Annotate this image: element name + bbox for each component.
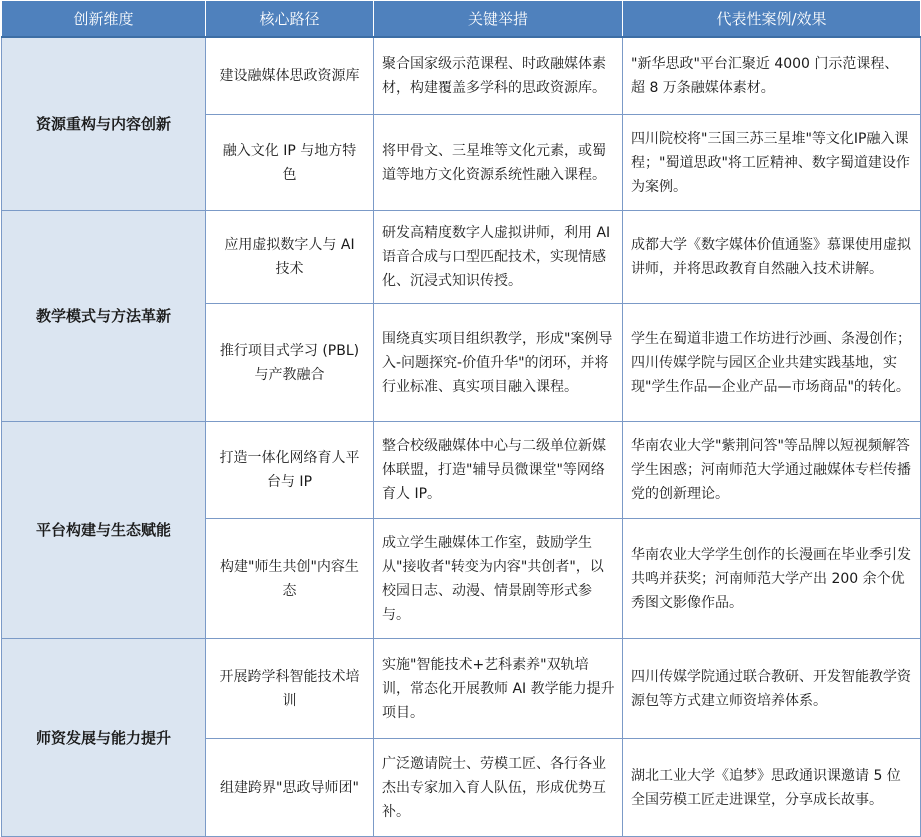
path-cell: 应用虚拟数字人与 AI 技术 <box>206 211 374 304</box>
case-cell: 学生在蜀道非遗工作坊进行沙画、条漫创作；四川传媒学院与园区企业共建实践基地，实现"学生作品—企业产品—市场商品"的转化。 <box>623 304 921 422</box>
path-cell: 打造一体化网络育人平台与 IP <box>206 422 374 519</box>
measure-cell: 整合校级融媒体中心与二级单位新媒体联盟，打造"辅导员微课堂"等网络育人 IP。 <box>374 422 623 519</box>
table-row <box>2 639 921 739</box>
case-cell: 华南农业大学"紫荆问答"等品牌以短视频解答学生困惑；河南师范大学通过融媒体专栏传播党的创新理论。 <box>623 422 921 519</box>
measure-cell: 将甲骨文、三星堆等文化元素，或蜀道等地方文化资源系统性融入课程。 <box>374 115 623 211</box>
case-cell: 湖北工业大学《追梦》思政通识课邀请 5 位全国劳模工匠走进课堂，分享成长故事。 <box>623 739 921 837</box>
path-cell: 推行项目式学习 (PBL)与产教融合 <box>206 304 374 422</box>
path-cell: 融入文化 IP 与地方特色 <box>206 115 374 211</box>
measure-cell: 围绕真实项目组织教学，形成"案例导入-问题探究-价值升华"的闭环，并将行业标准、真实项目融入课程。 <box>374 304 623 422</box>
case-cell: "新华思政"平台汇聚近 4000 门示范课程、超 8 万条融媒体素材。 <box>623 37 921 115</box>
measure-cell: 成立学生融媒体工作室，鼓励学生从"接收者"转变为内容"共创者"，以校园日志、动漫、情景剧等形式参与。 <box>374 519 623 639</box>
measure-cell: 实施"智能技术+艺科素养"双轨培训，常态化开展教师 AI 教学能力提升项目。 <box>374 639 623 739</box>
header-dimension: 创新维度 <box>2 1 206 38</box>
dimension-cell: 师资发展与能力提升 <box>2 639 206 837</box>
path-cell: 建设融媒体思政资源库 <box>206 37 374 115</box>
measure-cell: 聚合国家级示范课程、时政融媒体素材，构建覆盖多学科的思政资源库。 <box>374 37 623 115</box>
case-cell: 华南农业大学学生创作的长漫画在毕业季引发共鸣并获奖；河南师范大学产出 200 余个优秀图文影像作品。 <box>623 519 921 639</box>
dimension-cell: 资源重构与内容创新 <box>2 37 206 211</box>
table-row <box>2 37 921 115</box>
header-row <box>2 1 921 38</box>
case-cell: 四川院校将"三国三苏三星堆"等文化IP融入课程；"蜀道思政"将工匠精神、数字蜀道建设作为案例。 <box>623 115 921 211</box>
header-case: 代表性案例/效果 <box>623 1 921 38</box>
dimension-cell: 教学模式与方法革新 <box>2 211 206 422</box>
dimension-cell: 平台构建与生态赋能 <box>2 422 206 639</box>
header-path: 核心路径 <box>206 1 374 38</box>
path-cell: 组建跨界"思政导师团" <box>206 739 374 837</box>
header-measure: 关键举措 <box>374 1 623 38</box>
case-cell: 成都大学《数字媒体价值通鉴》慕课使用虚拟讲师，并将思政教育自然融入技术讲解。 <box>623 211 921 304</box>
case-cell: 四川传媒学院通过联合教研、开发智能教学资源包等方式建立师资培养体系。 <box>623 639 921 739</box>
table-row <box>2 422 921 519</box>
path-cell: 开展跨学科智能技术培训 <box>206 639 374 739</box>
table-row <box>2 211 921 304</box>
measure-cell: 研发高精度数字人虚拟讲师，利用 AI 语音合成与口型匹配技术，实现情感化、沉浸式知识传授。 <box>374 211 623 304</box>
innovation-table <box>1 0 921 837</box>
measure-cell: 广泛邀请院士、劳模工匠、各行各业杰出专家加入育人队伍，形成优势互补。 <box>374 739 623 837</box>
path-cell: 构建"师生共创"内容生态 <box>206 519 374 639</box>
